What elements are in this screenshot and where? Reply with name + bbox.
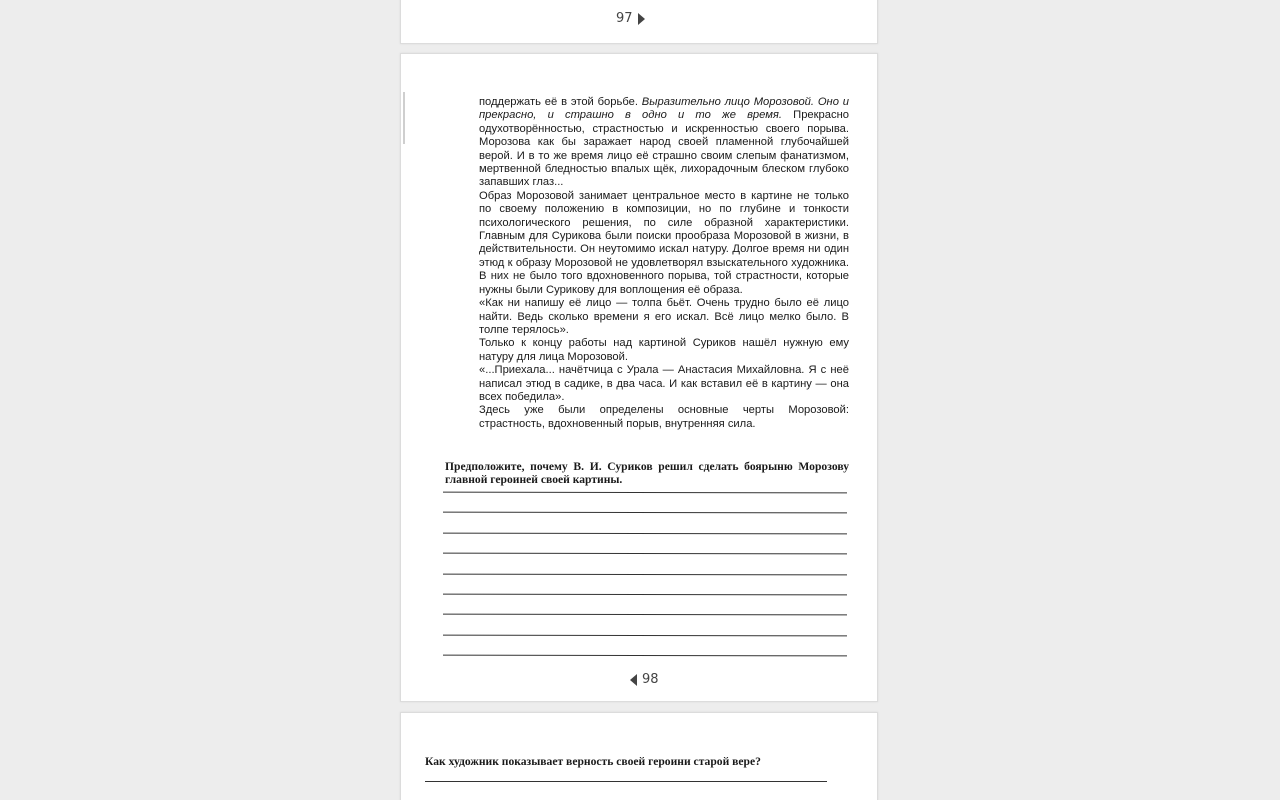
page-98-body-text xyxy=(479,96,849,431)
paragraph-2: Образ Морозовой занимает центральное место в картине не только по своему положению в композиции, но по глубине и тонкости психологического решения, по силе образной характеристики. Главным для Сурикова были поиски прообраза Морозовой в жизни, в действительности. Он неутомимо искал натуру. Долгое время ни один этюд к образу Морозовой не удовлетворял взыскательного художника. В них не было того вдохновенного порыва, той страстности, которые нужны были Сурикову для воплощения её образа. xyxy=(479,189,849,296)
paragraph-4: Только к концу работы над картиной Суриков нашёл нужную ему натуру для лица Морозовой. xyxy=(479,337,849,363)
page-97 xyxy=(400,0,878,44)
paragraph-1-plain: поддержать её в этой борьбе. xyxy=(479,96,642,108)
triangle-left-icon[interactable] xyxy=(630,674,637,686)
paragraph-1 xyxy=(479,96,849,190)
answer-line[interactable] xyxy=(443,553,847,555)
paragraph-6: Здесь уже были определены основные черты Морозовой: страстность, вдохновенный порыв, внутренняя сила. xyxy=(479,404,849,430)
paragraph-1-italic: Выразительно лицо Морозовой. Оно и прекрасно, и страшно в одно и то же время. xyxy=(479,96,849,122)
page-98-number: 98 xyxy=(642,672,659,687)
answer-line[interactable] xyxy=(443,634,847,636)
paragraph-1-rest: Прекрасно одухотворённостью, страстностью и искренностью своего порыва. Морозова как бы заражает народ своей пламенной глубочайшей верой. И в то же время лицо её страшно своим слепым фанатизмом, мертвенной бледностью впалых щёк, лихорадочным блеском глубоко запавших глаз... xyxy=(479,109,849,189)
answer-line[interactable] xyxy=(443,532,847,534)
answer-line[interactable] xyxy=(443,492,847,494)
answer-line[interactable] xyxy=(443,573,847,575)
answer-line[interactable] xyxy=(425,781,827,782)
answer-line[interactable] xyxy=(443,512,847,514)
page-99-question: Как художник показывает верность своей героини старой вере? xyxy=(425,755,761,768)
page-99 xyxy=(400,712,878,800)
page-98 xyxy=(400,53,878,702)
paragraph-5: «...Приехала... начётчица с Урала — Анастасия Михайловна. Я с неё написал этюд в садике, в два часа. И как вставил её в картину — она всех победила». xyxy=(479,364,849,403)
page-97-number: 97 xyxy=(616,11,633,26)
scan-edge-mark xyxy=(403,92,405,144)
triangle-right-icon[interactable] xyxy=(638,13,645,25)
page-98-footer xyxy=(630,672,659,687)
answer-lines xyxy=(443,492,847,676)
page-98-question: Предположите, почему В. И. Суриков решил сделать боярыню Морозову главной героиней своей картины. xyxy=(445,460,849,487)
page-97-footer xyxy=(616,11,645,26)
paragraph-3: «Как ни напишу её лицо — толпа бьёт. Очень трудно было её лицо найти. Ведь сколько времени я его искал. Всё лицо мелко было. В толпе терялось». xyxy=(479,297,849,336)
answer-line[interactable] xyxy=(443,655,847,657)
answer-line[interactable] xyxy=(443,594,847,596)
answer-line[interactable] xyxy=(443,614,847,616)
